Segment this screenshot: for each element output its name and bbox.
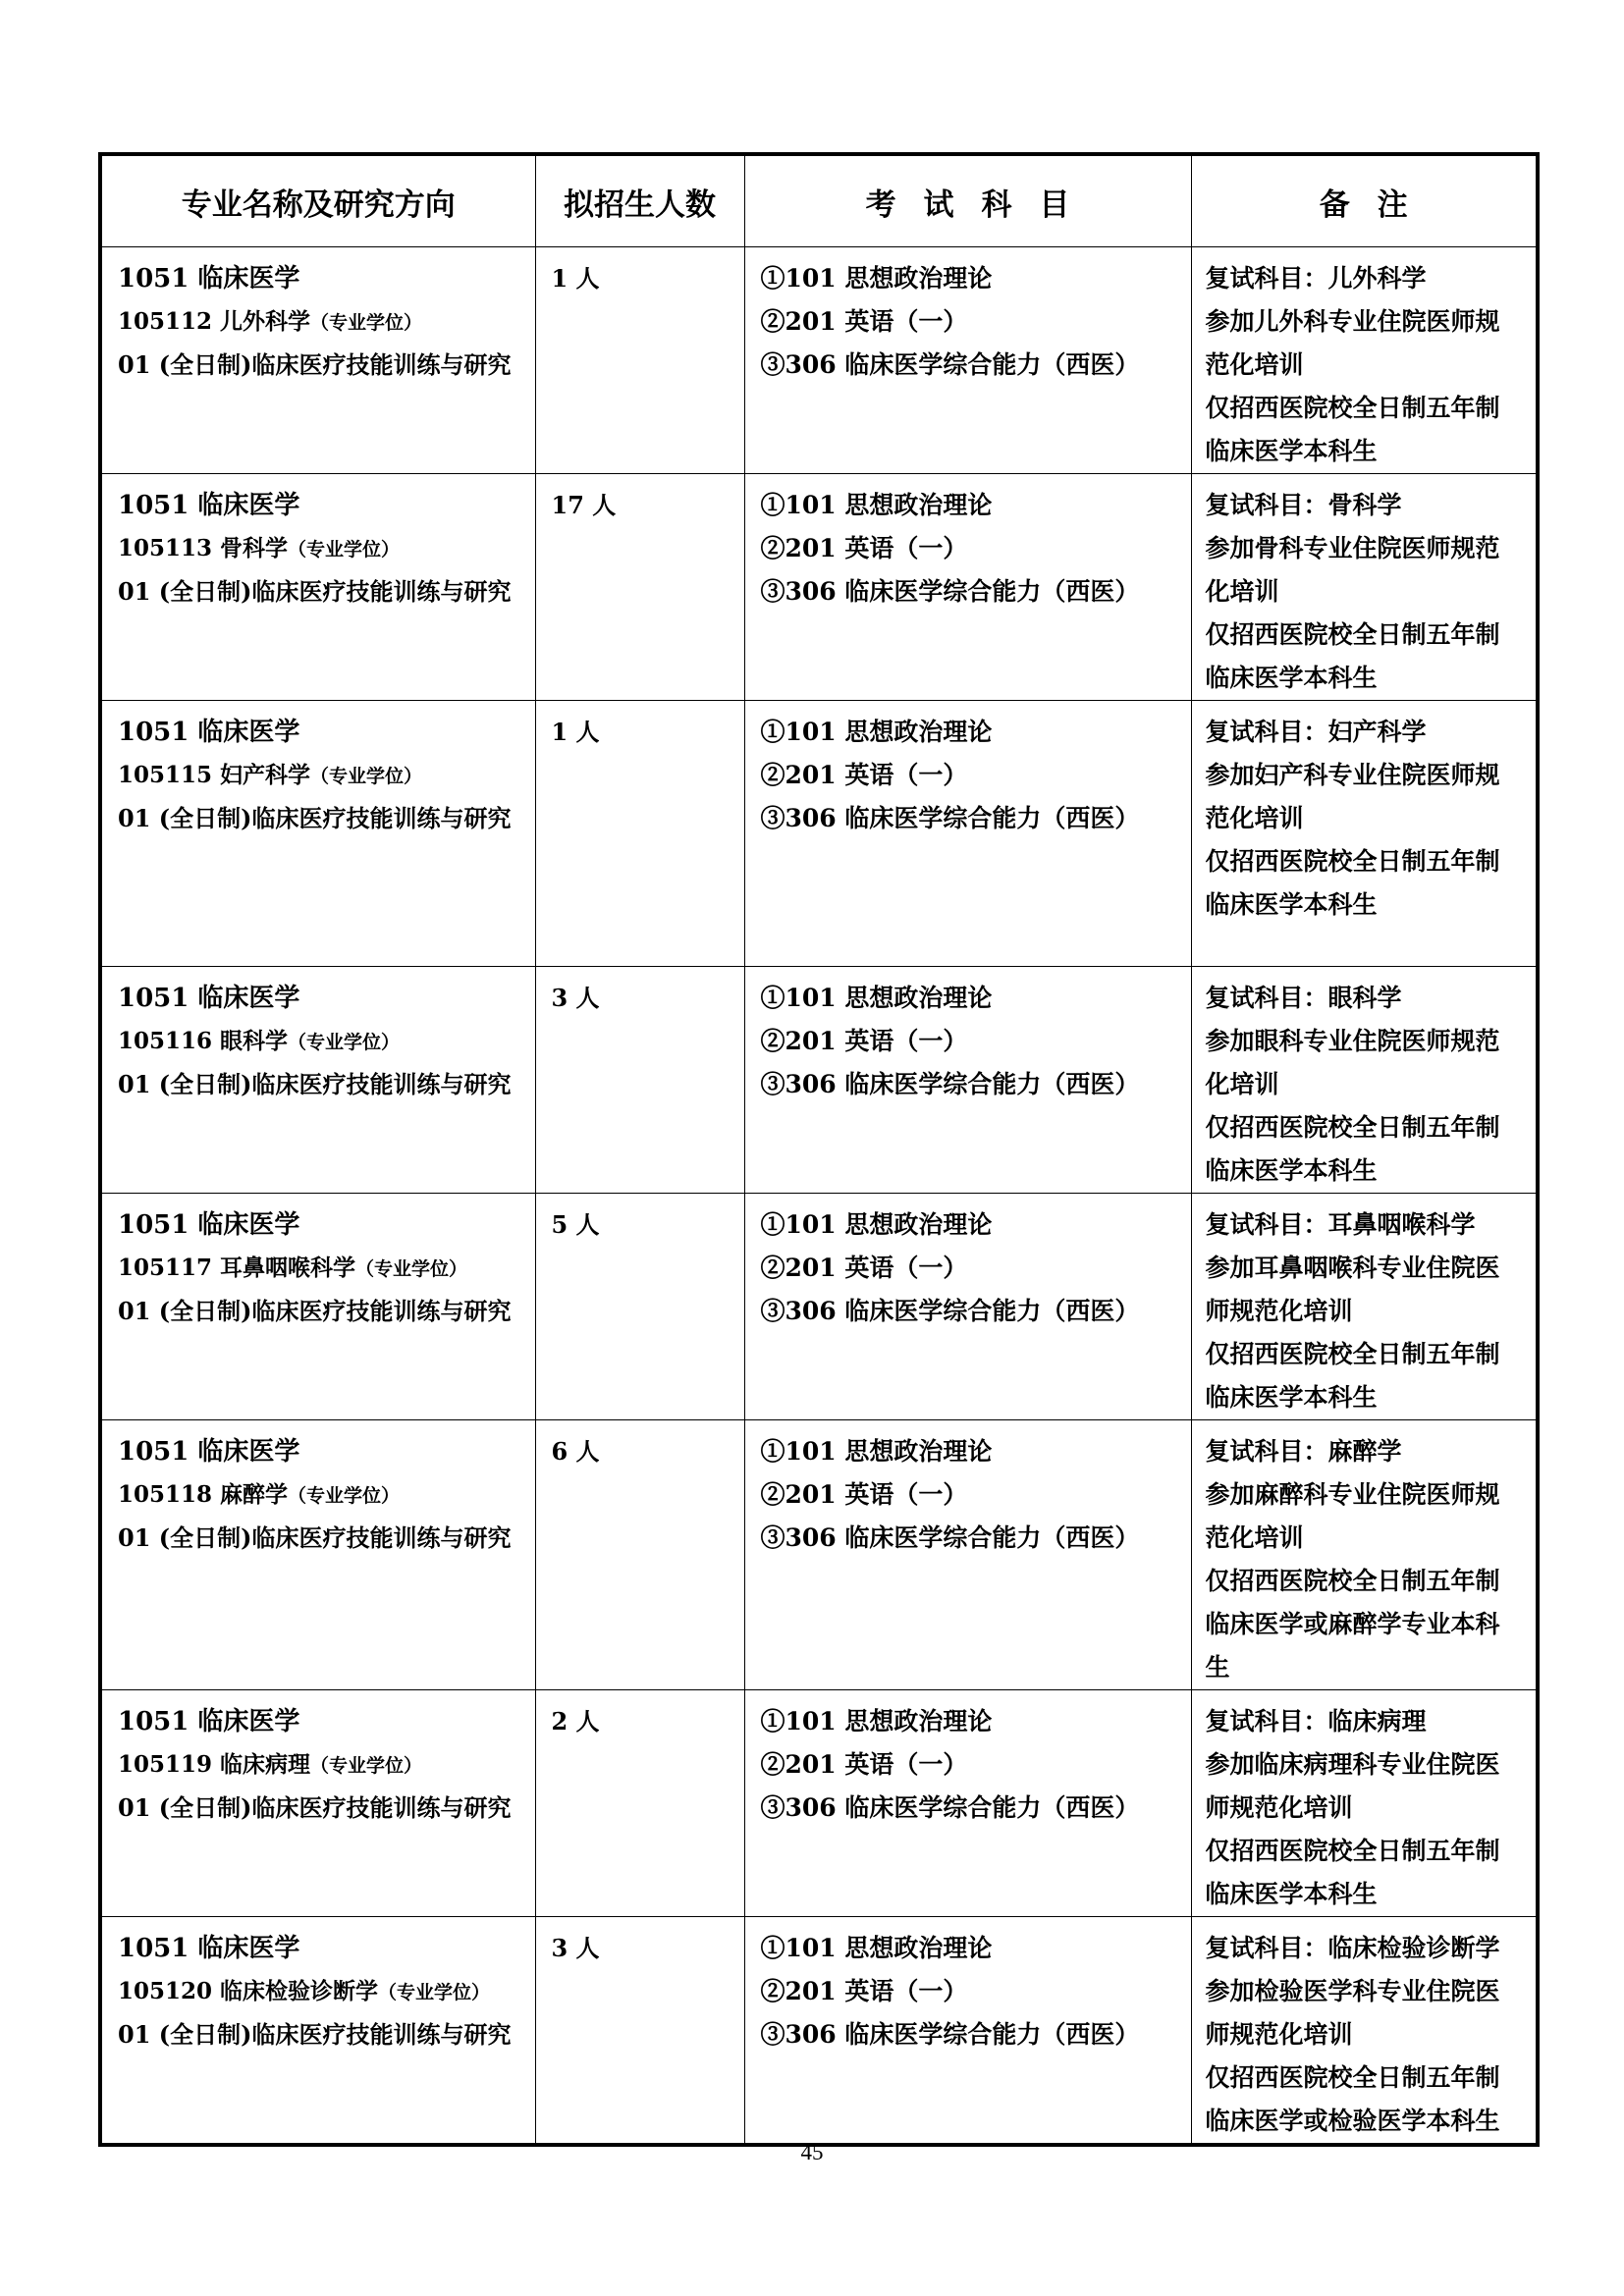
note-line: 仅招西医院校全日制五年制 — [1205, 1567, 1500, 1595]
table-row — [100, 1420, 1538, 1690]
exam-subject: ③306 临床医学综合能力（西医） — [760, 2020, 1140, 2049]
note-line: 复试科目：临床检验诊断学 — [1205, 1934, 1500, 1962]
exam-subject: ③306 临床医学综合能力（西医） — [760, 804, 1140, 832]
research-direction: 01 (全日制)临床医疗技能训练与研究 — [118, 804, 512, 832]
note-line: 参加检验医学科专业住院医 — [1205, 1977, 1500, 2005]
note-line: 范化培训 — [1205, 1523, 1304, 1552]
note-line: 临床医学本科生 — [1205, 1156, 1378, 1185]
sub-major — [118, 1473, 535, 1517]
cell-major — [100, 247, 535, 474]
note-line: 临床医学本科生 — [1205, 890, 1378, 919]
table-row — [100, 701, 1538, 967]
header-exam: 考试科目 — [744, 154, 1191, 247]
enrollment-count: 6 人 — [551, 1437, 600, 1466]
note-line: 仅招西医院校全日制五年制 — [1205, 1113, 1500, 1142]
degree-tag: （专业学位） — [288, 1032, 401, 1053]
note-line: 仅招西医院校全日制五年制 — [1205, 1837, 1500, 1865]
cell-count — [535, 247, 744, 474]
note-line: 化培训 — [1205, 1070, 1279, 1098]
note-line: 仅招西医院校全日制五年制 — [1205, 2063, 1500, 2092]
note-line: 化培训 — [1205, 577, 1279, 606]
cell-notes — [1191, 1194, 1538, 1420]
research-direction: 01 (全日制)临床医疗技能训练与研究 — [118, 1523, 512, 1552]
note-line: 参加耳鼻咽喉科专业住院医 — [1205, 1254, 1500, 1282]
enrollment-count: 5 人 — [551, 1210, 600, 1239]
major-name: 1051 临床医学 — [118, 491, 300, 520]
exam-subject: ①101 思想政治理论 — [760, 1437, 993, 1466]
exam-subject: ②201 英语（一） — [760, 1027, 968, 1055]
page-number: 45 — [800, 2140, 824, 2164]
note-line: 参加骨科专业住院医师规范 — [1205, 534, 1500, 562]
sub-major — [118, 1247, 535, 1290]
sub-major-code: 105118 麻醉学 — [118, 1481, 289, 1508]
cell-notes — [1191, 701, 1538, 967]
research-direction: 01 (全日制)临床医疗技能训练与研究 — [118, 1793, 512, 1822]
note-line: 复试科目：儿外科学 — [1205, 264, 1427, 293]
cell-notes — [1191, 1917, 1538, 2146]
cell-count — [535, 701, 744, 967]
exam-subject: ②201 英语（一） — [760, 1254, 968, 1282]
cell-exams — [744, 1917, 1191, 2146]
table-row — [100, 1690, 1538, 1917]
note-line: 师规范化培训 — [1205, 1793, 1353, 1822]
note-line: 师规范化培训 — [1205, 2020, 1353, 2049]
major-name: 1051 临床医学 — [118, 1437, 300, 1467]
header-count: 拟招生人数 — [535, 154, 744, 247]
note-line: 临床医学或麻醉学专业本科 — [1205, 1610, 1500, 1638]
research-direction: 01 (全日制)临床医疗技能训练与研究 — [118, 577, 512, 606]
cell-notes — [1191, 1420, 1538, 1690]
exam-subject: ①101 思想政治理论 — [760, 1707, 993, 1735]
cell-count — [535, 1420, 744, 1690]
note-line: 仅招西医院校全日制五年制 — [1205, 620, 1500, 649]
enrollment-count: 3 人 — [551, 984, 600, 1012]
cell-major — [100, 1420, 535, 1690]
sub-major-code: 105112 儿外科学 — [118, 308, 311, 335]
cell-count — [535, 1690, 744, 1917]
exam-subject: ①101 思想政治理论 — [760, 491, 993, 519]
major-name: 1051 临床医学 — [118, 264, 300, 294]
sub-major-code: 105116 眼科学 — [118, 1028, 289, 1054]
exam-subject: ②201 英语（一） — [760, 1480, 968, 1509]
cell-notes — [1191, 474, 1538, 701]
cell-exams — [744, 967, 1191, 1194]
exam-subject: ②201 英语（一） — [760, 307, 968, 336]
cell-exams — [744, 247, 1191, 474]
degree-tag: （专业学位） — [310, 766, 423, 787]
research-direction: 01 (全日制)临床医疗技能训练与研究 — [118, 1070, 512, 1098]
cell-major — [100, 1917, 535, 2146]
degree-tag: （专业学位） — [378, 1982, 491, 2003]
table-header-row — [100, 154, 1538, 247]
table-row — [100, 1917, 1538, 2146]
cell-exams — [744, 1420, 1191, 1690]
note-line: 师规范化培训 — [1205, 1297, 1353, 1325]
exam-subject: ③306 临床医学综合能力（西医） — [760, 1523, 1140, 1552]
note-line: 仅招西医院校全日制五年制 — [1205, 394, 1500, 422]
cell-notes — [1191, 1690, 1538, 1917]
note-line: 复试科目：骨科学 — [1205, 491, 1402, 519]
sub-major-code: 105113 骨科学 — [118, 535, 289, 561]
exam-subject: ②201 英语（一） — [760, 534, 968, 562]
note-line: 临床医学本科生 — [1205, 1880, 1378, 1908]
cell-count — [535, 967, 744, 1194]
sub-major — [118, 1743, 535, 1787]
sub-major — [118, 300, 535, 344]
enrollment-count: 17 人 — [551, 491, 617, 519]
exam-subject: ①101 思想政治理论 — [760, 984, 993, 1012]
enrollment-count: 1 人 — [551, 718, 600, 746]
exam-subject: ③306 临床医学综合能力（西医） — [760, 1793, 1140, 1822]
major-name: 1051 临床医学 — [118, 1707, 300, 1736]
note-line: 仅招西医院校全日制五年制 — [1205, 847, 1500, 876]
sub-major-code: 105119 临床病理 — [118, 1751, 311, 1778]
enrollment-count: 2 人 — [551, 1707, 600, 1735]
sub-major — [118, 1970, 535, 2013]
cell-major — [100, 474, 535, 701]
degree-tag: （专业学位） — [310, 312, 423, 334]
note-line: 参加妇产科专业住院医师规 — [1205, 761, 1500, 789]
cell-count — [535, 474, 744, 701]
sub-major — [118, 754, 535, 797]
note-line: 复试科目：临床病理 — [1205, 1707, 1427, 1735]
research-direction: 01 (全日制)临床医疗技能训练与研究 — [118, 350, 512, 379]
note-line: 范化培训 — [1205, 350, 1304, 379]
table-row — [100, 967, 1538, 1194]
cell-exams — [744, 474, 1191, 701]
cell-count — [535, 1917, 744, 2146]
exam-subject: ①101 思想政治理论 — [760, 264, 993, 293]
cell-exams — [744, 1194, 1191, 1420]
enrollment-count: 3 人 — [551, 1934, 600, 1962]
exam-subject: ①101 思想政治理论 — [760, 1934, 993, 1962]
note-line: 参加临床病理科专业住院医 — [1205, 1750, 1500, 1779]
table-row — [100, 1194, 1538, 1420]
note-line: 临床医学本科生 — [1205, 437, 1378, 465]
exam-subject: ②201 英语（一） — [760, 761, 968, 789]
sub-major — [118, 527, 535, 570]
cell-major — [100, 1194, 535, 1420]
header-notes: 备注 — [1191, 154, 1538, 247]
degree-tag: （专业学位） — [310, 1755, 423, 1777]
note-line: 范化培训 — [1205, 804, 1304, 832]
table-row — [100, 247, 1538, 474]
note-line: 临床医学本科生 — [1205, 664, 1378, 692]
note-line: 参加眼科专业住院医师规范 — [1205, 1027, 1500, 1055]
exam-subject: ③306 临床医学综合能力（西医） — [760, 1070, 1140, 1098]
note-line: 复试科目：耳鼻咽喉科学 — [1205, 1210, 1476, 1239]
note-line: 复试科目：眼科学 — [1205, 984, 1402, 1012]
cell-major — [100, 967, 535, 1194]
enrollment-count: 1 人 — [551, 264, 600, 293]
research-direction: 01 (全日制)临床医疗技能训练与研究 — [118, 2020, 512, 2049]
exam-subject: ③306 临床医学综合能力（西医） — [760, 1297, 1140, 1325]
exam-subject: ③306 临床医学综合能力（西医） — [760, 350, 1140, 379]
cell-count — [535, 1194, 744, 1420]
sub-major-code: 105120 临床检验诊断学 — [118, 1978, 379, 2004]
note-line: 复试科目：麻醉学 — [1205, 1437, 1402, 1466]
note-line: 生 — [1205, 1653, 1230, 1682]
sub-major-code: 105117 耳鼻咽喉科学 — [118, 1255, 356, 1281]
note-line: 复试科目：妇产科学 — [1205, 718, 1427, 746]
major-name: 1051 临床医学 — [118, 984, 300, 1013]
note-line: 参加麻醉科专业住院医师规 — [1205, 1480, 1500, 1509]
sub-major — [118, 1020, 535, 1063]
enrollment-table — [98, 152, 1540, 2147]
cell-notes — [1191, 967, 1538, 1194]
cell-exams — [744, 1690, 1191, 1917]
note-line: 临床医学或检验医学本科生 — [1205, 2107, 1500, 2135]
sub-major-code: 105115 妇产科学 — [118, 762, 311, 788]
major-name: 1051 临床医学 — [118, 718, 300, 747]
cell-major — [100, 701, 535, 967]
degree-tag: （专业学位） — [288, 1485, 401, 1507]
exam-subject: ①101 思想政治理论 — [760, 718, 993, 746]
note-line: 参加儿外科专业住院医师规 — [1205, 307, 1500, 336]
cell-major — [100, 1690, 535, 1917]
major-name: 1051 临床医学 — [118, 1210, 300, 1240]
cell-notes — [1191, 247, 1538, 474]
table-row — [100, 474, 1538, 701]
exam-subject: ①101 思想政治理论 — [760, 1210, 993, 1239]
major-name: 1051 临床医学 — [118, 1934, 300, 1963]
research-direction: 01 (全日制)临床医疗技能训练与研究 — [118, 1297, 512, 1325]
exam-subject: ②201 英语（一） — [760, 1977, 968, 2005]
note-line: 仅招西医院校全日制五年制 — [1205, 1340, 1500, 1368]
note-line: 临床医学本科生 — [1205, 1383, 1378, 1412]
degree-tag: （专业学位） — [288, 539, 401, 561]
cell-exams — [744, 701, 1191, 967]
header-major: 专业名称及研究方向 — [100, 154, 535, 247]
degree-tag: （专业学位） — [355, 1258, 468, 1280]
exam-subject: ②201 英语（一） — [760, 1750, 968, 1779]
exam-subject: ③306 临床医学综合能力（西医） — [760, 577, 1140, 606]
